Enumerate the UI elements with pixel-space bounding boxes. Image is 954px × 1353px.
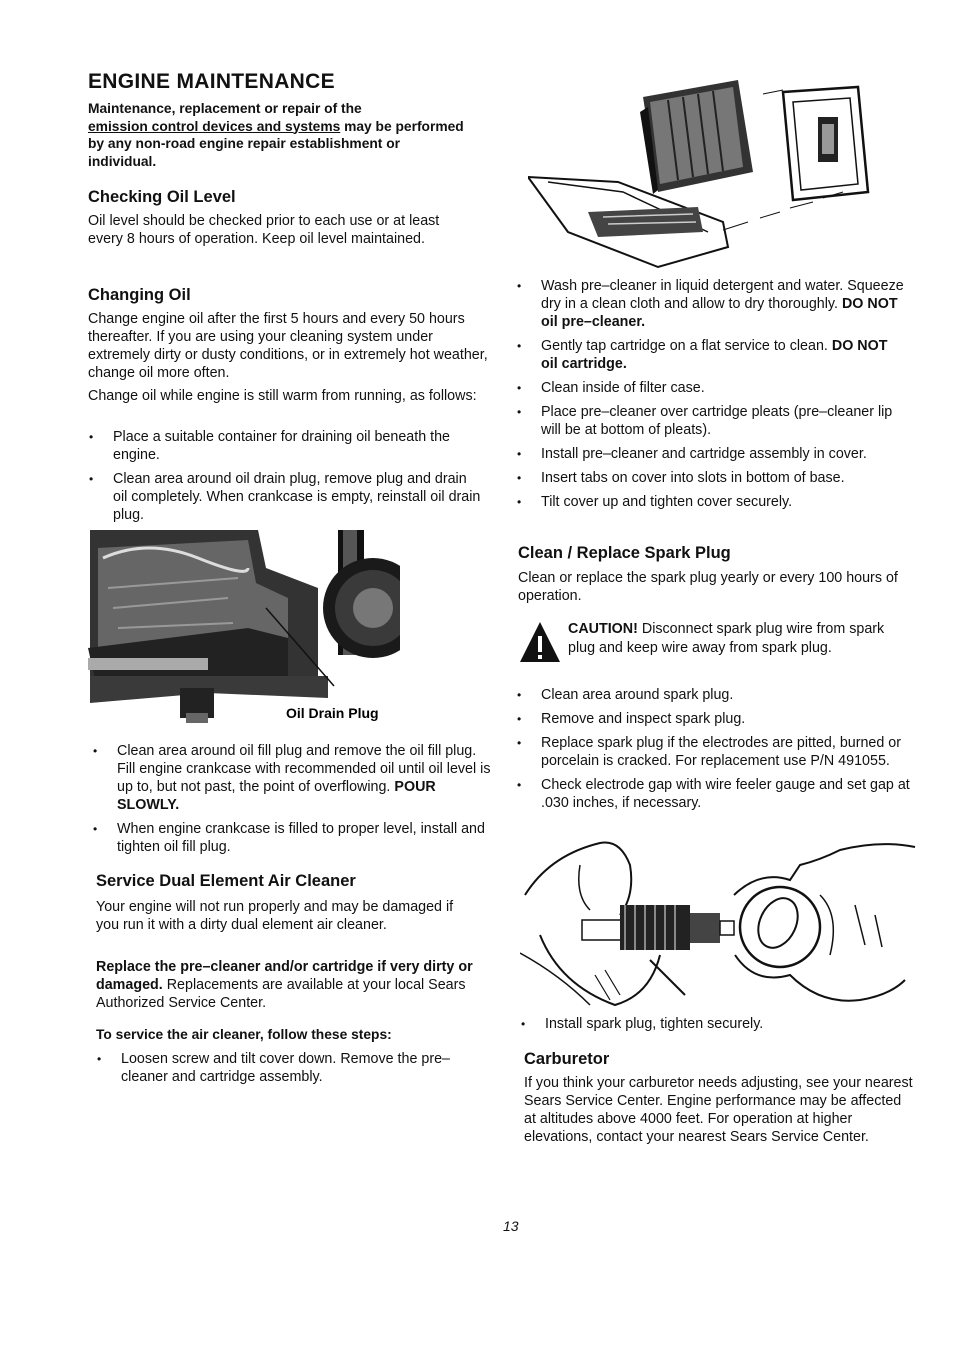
drain-steps-list <box>88 428 483 530</box>
air-cleaner-steps-heading: To service the air cleaner, follow these steps: <box>96 1027 392 1042</box>
list-item: • Replace spark plug if the electrodes are pitted, burned or porcelain is cracked. For replacement use P/N 491055. <box>516 734 914 770</box>
changing-oil-heading: Changing Oil <box>88 286 191 304</box>
changing-oil-instructions: Change oil while engine is still warm from running, as follows: <box>88 388 477 404</box>
fill-steps-list <box>92 742 497 862</box>
install-steps-list <box>520 1015 910 1039</box>
list-item: • Clean area around oil fill plug and remove the oil fill plug. Fill engine crankcase with recommended oil until oil level is up to, but not past, the point of overflowing. POUR SLOWLY. <box>92 742 497 814</box>
checking-oil-body: Oil level should be checked prior to each use or at least every 8 hours of operation. Keep oil level maintained. <box>88 213 440 247</box>
spark-plug-steps-list <box>516 686 914 818</box>
air-cleaner-steps-list <box>96 1050 481 1092</box>
air-cleaner-illustration <box>528 72 873 272</box>
warning-triangle-icon <box>518 620 562 664</box>
air-cleaner-service-list <box>516 277 906 517</box>
list-item: • Remove and inspect spark plug. <box>516 710 914 728</box>
page-number: 13 <box>503 1218 519 1234</box>
list-item: • Clean area around oil drain plug, remove plug and drain oil completely. When crankcase is empty, reinstall oil drain plug. <box>88 470 483 524</box>
air-cleaner-body: Your engine will not run properly and may be damaged if you run it with a dirty dual element air cleaner. <box>96 899 454 933</box>
list-item: • Wash pre–cleaner in liquid detergent and water. Squeeze dry in a clean cloth and allow to dry thoroughly. DO NOT oil pre–cleaner. <box>516 277 906 331</box>
checking-oil-heading: Checking Oil Level <box>88 188 236 206</box>
oil-drain-plug-illustration <box>88 528 400 728</box>
list-item: • Install spark plug, tighten securely. <box>520 1015 910 1033</box>
list-item: • Place a suitable container for draining oil beneath the engine. <box>88 428 483 464</box>
air-cleaner-replace-note: Replace the pre–cleaner and/or cartridge if very dirty or damaged. Replacements are available at your local Sears Authorized Service Center. <box>96 959 473 1011</box>
list-item: • Check electrode gap with wire feeler gauge and set gap at .030 inches, if necessary. <box>516 776 914 812</box>
caution-notice: CAUTION! Disconnect spark plug wire from spark plug and keep wire away from spark plug. <box>518 620 918 664</box>
emission-notice: Maintenance, replacement or repair of the emission control devices and systems may be performed by any non-road engine repair establishment or individual. <box>88 101 464 169</box>
emission-systems-text: emission control devices and systems <box>88 118 341 134</box>
page-title: ENGINE MAINTENANCE <box>88 70 335 93</box>
spark-plug-illustration <box>520 835 918 1010</box>
list-item: • Place pre–cleaner over cartridge pleats (pre–cleaner lip will be at bottom of pleats). <box>516 403 906 439</box>
list-item: • Clean area around spark plug. <box>516 686 914 704</box>
list-item: • Insert tabs on cover into slots in bottom of base. <box>516 469 906 487</box>
changing-oil-body: Change engine oil after the first 5 hours and every 50 hours thereafter. If you are using your cleaning system under extremely dirty or dusty conditions, or in extremely hot weather, change oil more often. <box>88 311 488 381</box>
carburetor-heading: Carburetor <box>524 1050 610 1068</box>
caution-label: CAUTION! <box>568 621 638 637</box>
list-item: • Tilt cover up and tighten cover securely. <box>516 493 906 511</box>
spark-plug-heading: Clean / Replace Spark Plug <box>518 544 731 562</box>
air-cleaner-heading: Service Dual Element Air Cleaner <box>96 872 356 890</box>
list-item: • Gently tap cartridge on a flat service to clean. DO NOT oil cartridge. <box>516 337 906 373</box>
list-item: • Loosen screw and tilt cover down. Remove the pre–cleaner and cartridge assembly. <box>96 1050 481 1086</box>
list-item: • Install pre–cleaner and cartridge assembly in cover. <box>516 445 906 463</box>
list-item: • When engine crankcase is filled to proper level, install and tighten oil fill plug. <box>92 820 497 856</box>
spark-plug-body: Clean or replace the spark plug yearly or every 100 hours of operation. <box>518 570 898 604</box>
oil-drain-plug-caption: Oil Drain Plug <box>286 705 379 721</box>
carburetor-body: If you think your carburetor needs adjusting, see your nearest Sears Service Center. Engine performance may be affected at altitudes above 4000 feet. For operation at higher elevations, contact your nearest Sears Service Center. <box>524 1075 913 1145</box>
list-item: • Clean inside of filter case. <box>516 379 906 397</box>
